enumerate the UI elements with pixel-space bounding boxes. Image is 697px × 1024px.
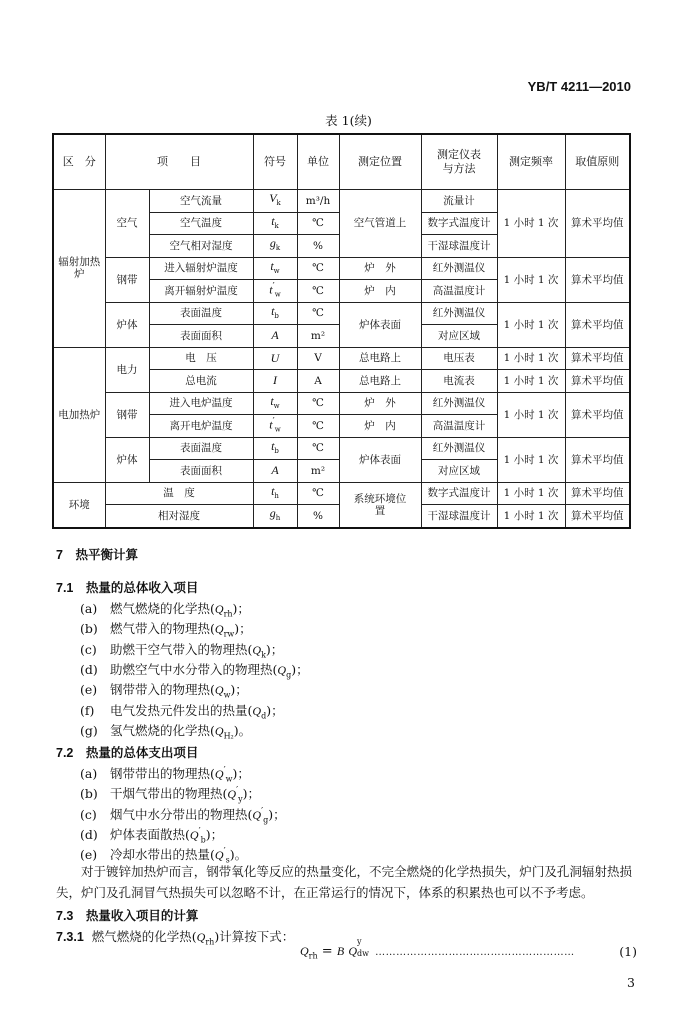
principle-cell: 算术平均值 bbox=[565, 347, 630, 370]
symbol: t bbox=[271, 438, 275, 453]
formula-lhs-sub: rh bbox=[308, 951, 318, 961]
list-label: (d) bbox=[80, 661, 98, 677]
list-tail: )； bbox=[232, 766, 250, 781]
list-symbol: Q bbox=[214, 622, 224, 637]
formula-equals: = bbox=[317, 944, 337, 959]
symbol-subscript: b bbox=[274, 311, 279, 320]
unit-cell: % bbox=[297, 235, 339, 258]
header-col-7: 取值原则 bbox=[565, 134, 630, 190]
method-cell: 电压表 bbox=[421, 347, 497, 370]
section-7-heading: 7 热平衡计算 bbox=[56, 548, 138, 562]
list-symbol-subscript: b bbox=[200, 835, 206, 845]
item-cell: 表面面积 bbox=[149, 325, 253, 348]
table-row bbox=[53, 392, 630, 415]
section-7-3-1-line bbox=[56, 927, 294, 947]
position-cell: 总电路上 bbox=[339, 347, 421, 370]
list-text: 电气发热元件发出的热量( bbox=[110, 702, 253, 718]
method-cell: 红外测温仪 bbox=[421, 302, 497, 325]
list-tail: )； bbox=[291, 661, 309, 677]
list-symbol: Q bbox=[214, 767, 224, 781]
table-row bbox=[53, 437, 630, 460]
list-symbol-subscript: k bbox=[261, 650, 266, 660]
position-cell: 炉 外 bbox=[339, 392, 421, 415]
unit-cell: % bbox=[297, 505, 339, 528]
subgroup-label: 炉体 bbox=[105, 437, 149, 482]
item-cell: 相对湿度 bbox=[105, 505, 253, 528]
table-row bbox=[53, 347, 630, 370]
list-symbol-prime: ′ bbox=[198, 826, 201, 837]
table-row bbox=[53, 302, 630, 325]
frequency-cell: 1 小时 1 次 bbox=[497, 482, 565, 505]
item-cell: 表面温度 bbox=[149, 302, 253, 325]
formula-B: B bbox=[336, 944, 345, 958]
list-item bbox=[80, 825, 223, 845]
list-symbol: Q bbox=[252, 642, 262, 657]
list-symbol: Q bbox=[214, 848, 224, 863]
symbol: t bbox=[269, 417, 273, 432]
position-cell: 炉 内 bbox=[339, 280, 421, 303]
frequency-cell: 1 小时 1 次 bbox=[497, 302, 565, 347]
symbol: t bbox=[270, 393, 274, 408]
symbol-subscript: w bbox=[274, 290, 281, 299]
unit-cell: m² bbox=[297, 325, 339, 348]
section-7-2-heading: 7.2 热量的总体支出项目 bbox=[56, 746, 199, 760]
method-cell: 对应区域 bbox=[421, 460, 497, 483]
item-cell: 空气流量 bbox=[149, 190, 253, 213]
list-item bbox=[80, 660, 309, 680]
list-item bbox=[80, 640, 283, 660]
table-row bbox=[53, 482, 630, 505]
symbol: t bbox=[271, 213, 275, 228]
formula-Q: Q bbox=[348, 944, 357, 958]
frequency-cell: 1 小时 1 次 bbox=[497, 347, 565, 370]
frequency-cell: 1 小时 1 次 bbox=[497, 392, 565, 437]
group-label: 电加热炉 bbox=[53, 347, 105, 482]
list-label: (b) bbox=[80, 786, 98, 802]
symbol-cell bbox=[253, 370, 297, 393]
list-tail: )； bbox=[234, 621, 252, 637]
item-cell: 表面面积 bbox=[149, 460, 253, 483]
symbol-subscript: b bbox=[274, 446, 279, 455]
item-cell: 空气相对湿度 bbox=[149, 235, 253, 258]
list-symbol-subscript: w bbox=[223, 690, 231, 700]
table-header-row bbox=[53, 134, 630, 190]
frequency-cell: 1 小时 1 次 bbox=[497, 370, 565, 393]
unit-cell: m² bbox=[297, 460, 339, 483]
principle-cell: 算术平均值 bbox=[565, 505, 630, 528]
list-item bbox=[80, 721, 251, 741]
section-7-1-heading: 7.1 热量的总体收入项目 bbox=[56, 581, 199, 595]
list-tail: )。 bbox=[233, 722, 252, 738]
list-symbol-subscript: w bbox=[225, 774, 233, 784]
position-cell: 炉体表面 bbox=[339, 437, 421, 482]
unit-cell: ℃ bbox=[297, 302, 339, 325]
unit-cell: V bbox=[297, 347, 339, 370]
section-7-3-heading: 7.3 热量收入项目的计算 bbox=[56, 909, 199, 923]
list-text: 干烟气带出的物理热( bbox=[110, 786, 228, 802]
list-label: (a) bbox=[80, 601, 98, 616]
list-symbol-subscript: rw bbox=[223, 629, 235, 639]
table-row bbox=[53, 190, 630, 213]
list-tail: )； bbox=[268, 806, 286, 822]
symbol-subscript: h bbox=[275, 514, 281, 523]
unit-cell: ℃ bbox=[297, 437, 339, 460]
measurement-table bbox=[52, 133, 631, 529]
method-cell: 干湿球温度计 bbox=[421, 235, 497, 258]
unit-cell: ℃ bbox=[297, 392, 339, 415]
list-symbol-subscript: s bbox=[225, 855, 230, 865]
symbol-cell bbox=[253, 325, 297, 348]
position-cell: 总电路上 bbox=[339, 370, 421, 393]
subgroup-label: 空气 bbox=[105, 190, 149, 258]
symbol: t bbox=[269, 282, 273, 297]
list-label: (b) bbox=[80, 621, 98, 637]
list-label: (a) bbox=[80, 766, 98, 781]
unit-cell: ℃ bbox=[297, 415, 339, 438]
list-symbol-subscript: d bbox=[261, 711, 267, 720]
paragraph: 对于镀锌加热炉而言，钢带氧化等反应的热量变化，不完全燃烧的化学热损失，炉门及孔洞辐射热损失，炉门及孔洞冒气热损失可以忽略不计，在正常运行的情况下，体系的积累热也可以不予考虑。 bbox=[56, 864, 632, 900]
unit-cell: ℃ bbox=[297, 482, 339, 505]
header-col-6: 测定频率 bbox=[497, 134, 565, 190]
symbol-cell bbox=[253, 347, 297, 370]
list-item bbox=[80, 619, 252, 639]
header-item: 项 目 bbox=[105, 134, 253, 190]
method-cell: 高温温度计 bbox=[421, 415, 497, 438]
formula-1 bbox=[300, 937, 575, 961]
list-label: (c) bbox=[80, 806, 97, 822]
list-tail: )。 bbox=[229, 847, 248, 863]
item-cell: 空气温度 bbox=[149, 212, 253, 235]
symbol: t bbox=[271, 483, 275, 498]
list-symbol: Q bbox=[189, 827, 199, 842]
list-item bbox=[80, 805, 286, 825]
list-tail: )； bbox=[205, 826, 224, 842]
list-symbol: Q bbox=[214, 602, 224, 616]
symbol-subscript: k bbox=[276, 199, 281, 208]
principle-cell: 算术平均值 bbox=[565, 437, 630, 482]
s731-symbol: Q bbox=[196, 930, 206, 944]
group-label: 辐射加热炉 bbox=[53, 190, 105, 348]
method-cell: 数字式温度计 bbox=[421, 482, 497, 505]
symbol-cell bbox=[253, 280, 297, 303]
group-label: 环境 bbox=[53, 482, 105, 528]
method-cell: 干湿球温度计 bbox=[421, 505, 497, 528]
symbol-subscript: w bbox=[274, 425, 281, 434]
symbol: V bbox=[269, 191, 277, 206]
unit-cell: A bbox=[297, 370, 339, 393]
list-tail: )； bbox=[266, 702, 284, 718]
symbol: I bbox=[273, 373, 277, 388]
list-item bbox=[80, 701, 284, 721]
item-cell: 离开电炉温度 bbox=[149, 415, 253, 438]
subgroup-label: 钢带 bbox=[105, 257, 149, 302]
position-cell: 炉 内 bbox=[339, 415, 421, 438]
symbol: t bbox=[270, 258, 274, 273]
symbol-prime: ′ bbox=[272, 416, 275, 427]
formula-dots: ………………………………………………… bbox=[375, 947, 575, 958]
item-cell: 总电流 bbox=[149, 370, 253, 393]
symbol: t bbox=[271, 303, 275, 318]
unit-cell: ℃ bbox=[297, 257, 339, 280]
method-cell: 高温温度计 bbox=[421, 280, 497, 303]
item-cell: 温 度 bbox=[105, 482, 253, 505]
symbol-subscript: k bbox=[275, 244, 281, 253]
subgroup-label: 钢带 bbox=[105, 392, 149, 437]
header-category: 区 分 bbox=[53, 134, 105, 190]
formula-Q-sub: dw bbox=[356, 949, 369, 958]
list-symbol: Q bbox=[214, 723, 224, 738]
frequency-cell: 1 小时 1 次 bbox=[497, 190, 565, 258]
list-symbol: Q bbox=[252, 807, 262, 822]
standard-number: YB/T 4211—2010 bbox=[527, 79, 631, 94]
table-row bbox=[53, 257, 630, 280]
principle-cell: 算术平均值 bbox=[565, 190, 630, 258]
method-cell: 数字式温度计 bbox=[421, 212, 497, 235]
list-symbol-prime: ′ bbox=[236, 786, 239, 797]
symbol: A bbox=[271, 463, 279, 478]
principle-cell: 算术平均值 bbox=[565, 392, 630, 437]
frequency-cell: 1 小时 1 次 bbox=[497, 437, 565, 482]
symbol-prime: ′ bbox=[272, 281, 275, 292]
method-cell: 电流表 bbox=[421, 370, 497, 393]
list-symbol-subscript: rh bbox=[223, 609, 233, 619]
list-text: 助燃空气中水分带入的物理热( bbox=[110, 661, 278, 677]
list-text: 冷却水带出的热量( bbox=[110, 847, 215, 863]
symbol: g bbox=[269, 506, 276, 521]
list-label: (e) bbox=[80, 847, 98, 863]
list-tail: )； bbox=[265, 641, 284, 657]
list-label: (c) bbox=[80, 641, 97, 657]
frequency-cell: 1 小时 1 次 bbox=[497, 257, 565, 302]
symbol-cell bbox=[253, 257, 297, 280]
symbol-cell bbox=[253, 212, 297, 235]
item-cell: 离开辐射炉温度 bbox=[149, 280, 253, 303]
list-symbol-prime: ′ bbox=[223, 847, 226, 858]
symbol-subscript: k bbox=[274, 221, 279, 230]
list-text: 燃气带入的物理热( bbox=[110, 621, 215, 637]
item-cell: 表面温度 bbox=[149, 437, 253, 460]
symbol-cell bbox=[253, 505, 297, 528]
symbol-subscript: h bbox=[274, 491, 279, 500]
list-symbol-subscript: g bbox=[263, 815, 269, 825]
symbol: U bbox=[270, 350, 280, 365]
list-label: (e) bbox=[80, 682, 98, 698]
method-cell: 红外测温仪 bbox=[421, 392, 497, 415]
page-number: 3 bbox=[627, 975, 635, 990]
item-cell: 电 压 bbox=[149, 347, 253, 370]
list-item bbox=[80, 680, 248, 700]
header-col-2: 符号 bbox=[253, 134, 297, 190]
header-col-5: 测定仪表与方法 bbox=[421, 134, 497, 190]
symbol-cell bbox=[253, 302, 297, 325]
symbol-cell bbox=[253, 392, 297, 415]
list-symbol-prime: ′ bbox=[223, 765, 226, 776]
list-text: 钢带带入的物理热( bbox=[110, 682, 215, 698]
table-caption: 表 1(续) bbox=[325, 113, 372, 128]
s731-subscript: rh bbox=[205, 937, 215, 947]
subgroup-label: 电力 bbox=[105, 347, 149, 392]
list-item bbox=[80, 599, 250, 619]
list-label: (g) bbox=[80, 722, 98, 738]
symbol-cell bbox=[253, 190, 297, 213]
frequency-cell: 1 小时 1 次 bbox=[497, 505, 565, 528]
list-symbol-subscript: H₂ bbox=[223, 731, 234, 741]
section-7-3-1-label: 7.3.1 bbox=[56, 930, 84, 944]
section-7-3-1-text-b: )计算按下式： bbox=[214, 929, 295, 944]
list-item bbox=[80, 784, 260, 804]
formula-Q-sup: y bbox=[356, 937, 362, 946]
item-cell: 进入辐射炉温度 bbox=[149, 257, 253, 280]
unit-cell: ℃ bbox=[297, 212, 339, 235]
symbol-cell bbox=[253, 437, 297, 460]
list-symbol: Q bbox=[252, 703, 262, 718]
position-cell: 炉 外 bbox=[339, 257, 421, 280]
method-cell: 对应区域 bbox=[421, 325, 497, 348]
formula-lhs: Q bbox=[300, 944, 309, 958]
principle-cell: 算术平均值 bbox=[565, 482, 630, 505]
list-symbol: Q bbox=[277, 662, 287, 677]
symbol: A bbox=[271, 328, 279, 343]
symbol-cell bbox=[253, 482, 297, 505]
unit-cell: m³/h bbox=[297, 190, 339, 213]
header-col-4: 测定位置 bbox=[339, 134, 421, 190]
symbol: g bbox=[269, 236, 276, 251]
symbol-cell bbox=[253, 415, 297, 438]
symbol-subscript: w bbox=[273, 401, 280, 410]
symbol-cell bbox=[253, 460, 297, 483]
list-tail: )； bbox=[242, 786, 261, 802]
position-cell: 炉体表面 bbox=[339, 302, 421, 347]
method-cell: 流量计 bbox=[421, 190, 497, 213]
list-text: 烟气中水分带出的物理热( bbox=[110, 806, 253, 822]
equation-number: (1) bbox=[619, 944, 637, 959]
list-label: (d) bbox=[80, 826, 98, 842]
list-text: 氢气燃烧的化学热( bbox=[110, 722, 215, 738]
subgroup-label: 炉体 bbox=[105, 302, 149, 347]
position-cell: 系统环境位置 bbox=[339, 482, 421, 528]
method-cell: 红外测温仪 bbox=[421, 437, 497, 460]
list-tail: )； bbox=[230, 682, 248, 698]
list-text: 炉体表面散热( bbox=[110, 826, 190, 842]
list-symbol-subscript: y bbox=[238, 794, 243, 804]
principle-cell: 算术平均值 bbox=[565, 302, 630, 347]
symbol-cell bbox=[253, 235, 297, 258]
list-symbol-prime: ′ bbox=[261, 806, 264, 817]
list-symbol-subscript: g bbox=[286, 670, 292, 680]
method-cell: 红外测温仪 bbox=[421, 257, 497, 280]
list-symbol: Q bbox=[227, 787, 237, 802]
symbol-subscript: w bbox=[273, 266, 280, 275]
principle-cell: 算术平均值 bbox=[565, 257, 630, 302]
list-tail: )； bbox=[232, 601, 250, 616]
list-text: 助燃干空气带入的物理热( bbox=[110, 641, 253, 657]
list-text: 钢带带出的物理热( bbox=[110, 766, 215, 781]
list-symbol: Q bbox=[214, 683, 224, 698]
header-col-3: 单位 bbox=[297, 134, 339, 190]
position-cell: 空气管道上 bbox=[339, 190, 421, 258]
unit-cell: ℃ bbox=[297, 280, 339, 303]
list-item bbox=[80, 764, 250, 784]
list-text: 燃气燃烧的化学热( bbox=[110, 601, 215, 616]
section-7-3-1-text-a: 燃气燃烧的化学热( bbox=[91, 929, 197, 944]
principle-cell: 算术平均值 bbox=[565, 370, 630, 393]
list-label: (f) bbox=[80, 702, 95, 718]
item-cell: 进入电炉温度 bbox=[149, 392, 253, 415]
